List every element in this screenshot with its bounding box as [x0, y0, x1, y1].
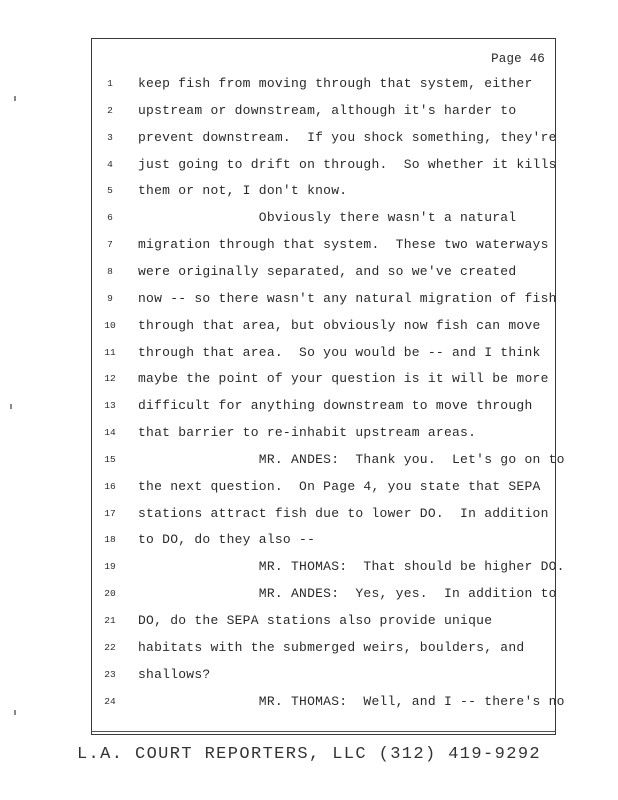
transcript-line: to DO, do they also --: [138, 532, 316, 547]
reporter-footer: L.A. COURT REPORTERS, LLC (312) 419-9292: [76, 745, 542, 764]
line-number: 2: [107, 105, 113, 116]
transcript-line: just going to drift on through. So whether it kills: [138, 157, 557, 172]
transcript-line: shallows?: [138, 667, 211, 682]
transcript-line: Obviously there wasn't a natural: [138, 210, 517, 225]
transcript-line: MR. THOMAS: That should be higher DO.: [138, 559, 565, 574]
line-number: 19: [104, 561, 116, 572]
margin-mark: [14, 710, 16, 715]
line-number: 9: [107, 293, 113, 304]
line-number: 17: [104, 508, 116, 519]
line-number: 23: [104, 669, 116, 680]
line-number: 1: [107, 78, 113, 89]
line-number: 6: [107, 212, 113, 223]
line-number: 11: [104, 347, 116, 358]
line-number: 13: [104, 400, 116, 411]
line-number: 15: [104, 454, 116, 465]
transcript-line: were originally separated, and so we've created: [138, 264, 517, 279]
transcript-line: habitats with the submerged weirs, boulders, and: [138, 640, 525, 655]
margin-mark: [14, 96, 16, 101]
transcript-line: them or not, I don't know.: [138, 183, 348, 198]
line-number: 21: [104, 615, 116, 626]
transcript-line: keep fish from moving through that system, either: [138, 76, 533, 91]
line-number: 4: [107, 159, 113, 170]
transcript-line: maybe the point of your question is it will be more: [138, 371, 549, 386]
transcript-line: MR. ANDES: Yes, yes. In addition to: [138, 586, 557, 601]
line-number: 3: [107, 132, 113, 143]
transcript-line: that barrier to re-inhabit upstream areas.: [138, 425, 477, 440]
transcript-line: through that area. So you would be -- and I think: [138, 345, 541, 360]
transcript-line: DO, do the SEPA stations also provide unique: [138, 613, 493, 628]
transcript-line: MR. THOMAS: Well, and I -- there's no: [138, 694, 565, 709]
line-number: 5: [107, 185, 113, 196]
line-number: 22: [104, 642, 116, 653]
frame-bottom-rule: [91, 731, 556, 732]
transcript-line: now -- so there wasn't any natural migration of fish: [138, 291, 557, 306]
line-number: 8: [107, 266, 113, 277]
page-number: Page 46: [491, 52, 545, 66]
transcript-line: stations attract fish due to lower DO. In addition: [138, 506, 549, 521]
line-number: 7: [107, 239, 113, 250]
line-number: 20: [104, 588, 116, 599]
line-number: 18: [104, 534, 116, 545]
transcript-line: migration through that system. These two waterways: [138, 237, 549, 252]
line-number: 16: [104, 481, 116, 492]
margin-mark: [10, 404, 12, 409]
transcript-line: MR. ANDES: Thank you. Let's go on to: [138, 452, 565, 467]
transcript-line: prevent downstream. If you shock something, they're: [138, 130, 557, 145]
line-number: 10: [104, 320, 116, 331]
transcript-line: difficult for anything downstream to move through: [138, 398, 533, 413]
transcript-line: upstream or downstream, although it's harder to: [138, 103, 517, 118]
transcript-line: through that area, but obviously now fish can move: [138, 318, 541, 333]
line-number: 14: [104, 427, 116, 438]
line-number: 24: [104, 696, 116, 707]
line-number: 12: [104, 373, 116, 384]
transcript-line: the next question. On Page 4, you state that SEPA: [138, 479, 541, 494]
